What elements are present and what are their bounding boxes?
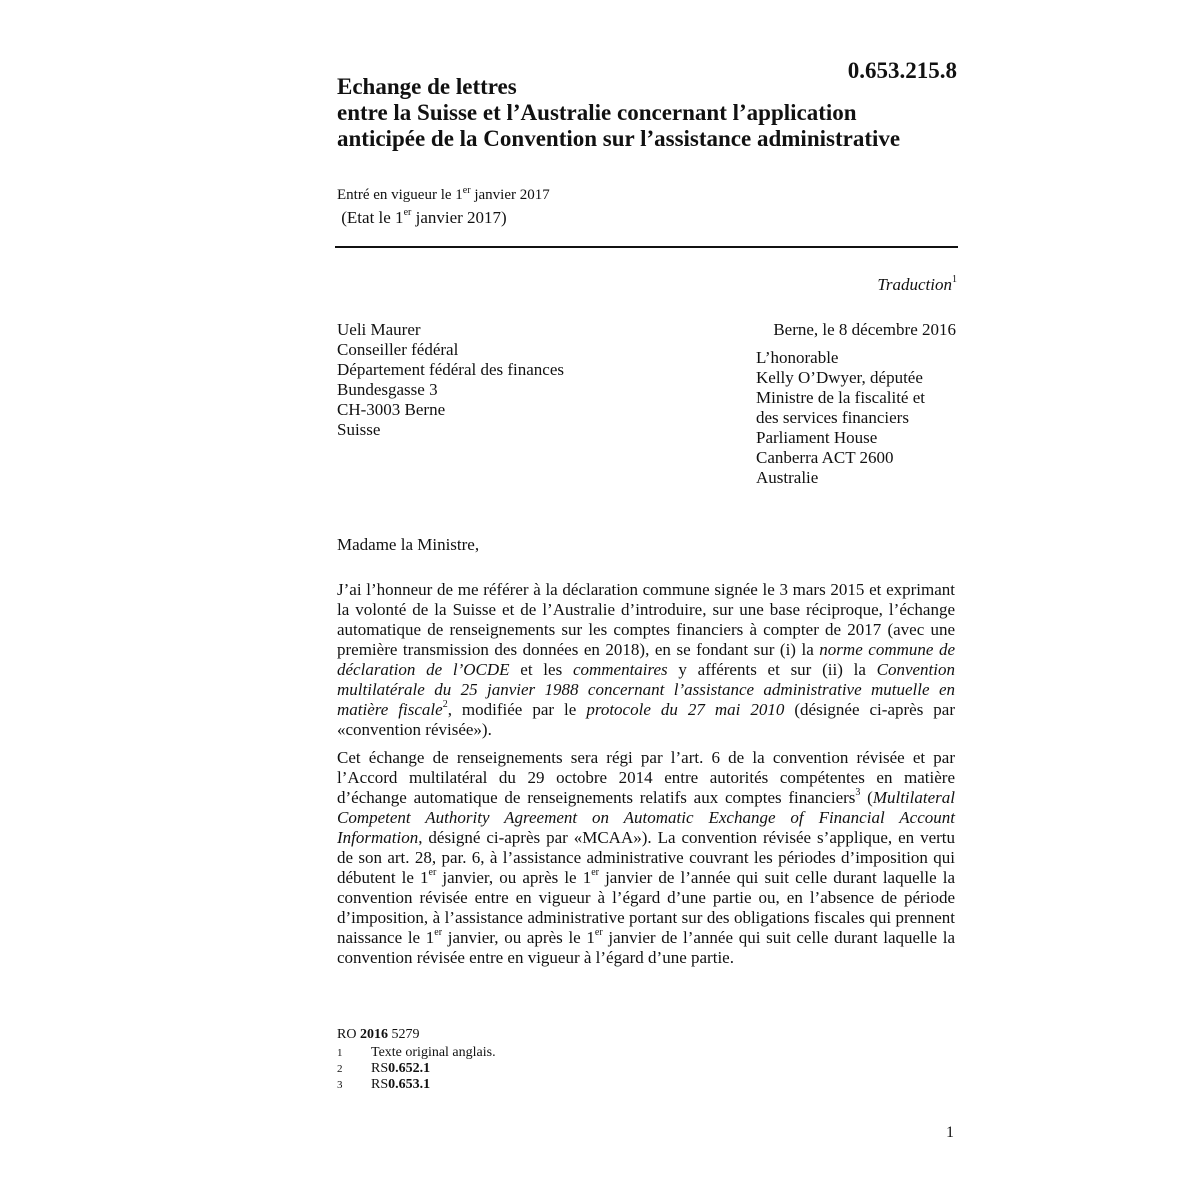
p1-text: J’ai l’honneur de me référer à la déclaration commune signée le 3 mars 2015 et exprimant la volonté de la Suisse et de l’Australie d’introduire, sur une base réciproque, l’échange automatique de renseignements sur les comptes financiers à compter de 2017 (avec une première transmission des données en 2018), en se fondant sur (i) la xyxy=(337,580,955,659)
p1-italic: protocole du 27 mai 2010 xyxy=(586,700,785,719)
footnote-number: 2 xyxy=(337,1063,343,1075)
sr-number: 0.653.215.8 xyxy=(847,58,957,83)
footnote-2 xyxy=(337,1061,496,1077)
p1-text: (désignée ci-après par «convention révisée»). xyxy=(337,700,956,739)
sender-line: Conseiller fédéral xyxy=(337,340,459,359)
title-line-2: entre la Suisse et l’Australie concernant l’application xyxy=(337,100,857,125)
paragraph-1 xyxy=(337,580,955,740)
ro-prefix: RO xyxy=(337,1027,360,1042)
sender-line: CH-3003 Berne xyxy=(337,400,446,419)
recipient-line: Parliament House xyxy=(756,428,878,447)
paragraph-2 xyxy=(337,748,955,968)
p2-italic: Multilateral Competent Authority Agreement on Automatic Exchange of Financial Account Information xyxy=(337,788,955,847)
p1-text: , modifiée par le xyxy=(447,700,587,719)
ro-page: 5279 xyxy=(387,1027,420,1042)
salutation: Madame la Ministre, xyxy=(337,535,480,554)
footnote-text: Texte original anglais. xyxy=(371,1045,496,1060)
p2-sup: er xyxy=(594,927,603,938)
footnote-ref-2: 2 xyxy=(442,699,448,710)
p2-sup: er xyxy=(434,927,443,938)
p2-sup: er xyxy=(428,867,437,878)
footnote-3 xyxy=(337,1077,496,1093)
sender-address xyxy=(337,320,564,440)
p2-text: janvier, ou après le 1 xyxy=(436,868,592,887)
p1-text: et les xyxy=(509,660,573,679)
sender-line: Ueli Maurer xyxy=(337,320,421,339)
p2-sup: er xyxy=(591,867,599,878)
translation-note xyxy=(877,275,957,295)
p2-text: Cet échange de renseignements sera régi par l’art. 6 de la convention révisée et par l’Accord multilatéral du 29 octobre 2014 entre autorités compétentes en matière d’échange automatique de renseignements relatifs aux comptes financiers xyxy=(337,748,955,807)
footnote-number: 3 xyxy=(337,1079,343,1091)
etat-sup: er xyxy=(403,207,412,218)
recipient-line: Ministre de la fiscalité et xyxy=(756,388,925,407)
footnote-1 xyxy=(337,1045,496,1061)
recipient-line: Australie xyxy=(756,468,819,487)
ro-year: 2016 xyxy=(359,1027,388,1042)
sender-line: Département fédéral des finances xyxy=(337,360,565,379)
document-page xyxy=(337,56,957,228)
entry-sup: er xyxy=(462,185,471,196)
recipient-line: Canberra ACT 2600 xyxy=(756,448,894,467)
header-rule xyxy=(335,246,958,248)
p2-text: , désigné ci-après par «MCAA»). La convention révisée s’applique, en vertu de son art. 28, par. 6, à l’assistance administrative couvrant les périodes d’imposition qui débutent le 1 xyxy=(337,828,955,887)
etat-text-end: janvier 2017) xyxy=(411,208,507,227)
status-date xyxy=(337,208,957,228)
p1-italic: Convention multilatérale du 25 janvier 1988 concernant l’assistance administrative mutuelle en matière fiscale xyxy=(337,660,955,719)
recipient-line: Kelly O’Dwyer, députée xyxy=(756,368,923,387)
title-line-1: Echange de lettres xyxy=(337,74,517,99)
letter-body xyxy=(337,580,955,968)
entry-into-force xyxy=(337,186,957,204)
document-title xyxy=(337,74,957,152)
p1-italic: norme commune de déclaration de l’OCDE xyxy=(337,640,955,679)
sender-line: Bundesgasse 3 xyxy=(337,380,438,399)
page-number: 1 xyxy=(946,1124,954,1141)
footnote-text: RS xyxy=(371,1061,389,1076)
etat-text: (Etat le 1 xyxy=(341,208,404,227)
translation-footnote-ref: 1 xyxy=(952,274,957,285)
footnote-text: RS xyxy=(371,1077,389,1092)
p2-text: janvier, ou après le 1 xyxy=(442,928,595,947)
recipient-line: des services financiers xyxy=(756,408,909,427)
footnotes xyxy=(337,1027,496,1093)
sender-line: Suisse xyxy=(337,420,381,439)
p2-text: janvier de l’année qui suit celle durant laquelle la convention révisée entre en vigueur à l’égard d’une partie. xyxy=(337,928,956,967)
p1-italic: commentaires xyxy=(572,660,668,679)
footnote-rs-number: 0.652.1 xyxy=(388,1061,431,1076)
footnote-ref-3: 3 xyxy=(855,787,861,798)
footnote-rs-number: 0.653.1 xyxy=(388,1077,431,1092)
translation-label: Traduction xyxy=(877,275,952,294)
letter-date: Berne, le 8 décembre 2016 xyxy=(773,320,956,339)
entry-text: Entré en vigueur le 1 xyxy=(337,187,463,203)
entry-text-end: janvier 2017 xyxy=(470,187,550,203)
recipient-address xyxy=(756,320,956,488)
recipient-line: L’honorable xyxy=(756,348,839,367)
p1-text: y afférents et sur (ii) la xyxy=(667,660,877,679)
footnote-number: 1 xyxy=(337,1047,343,1059)
title-line-3: anticipée de la Convention sur l’assistance administrative xyxy=(337,126,901,151)
ro-reference xyxy=(337,1027,496,1043)
p2-text: janvier de l’année qui suit celle durant laquelle la convention révisée entre en vigueur à l’égard d’une partie ou, en l’absence de période d’imposition, à l’assistance administrative portant sur des obligations fiscales qui prennent naissance le 1 xyxy=(337,868,956,947)
p2-text: ( xyxy=(860,788,873,807)
